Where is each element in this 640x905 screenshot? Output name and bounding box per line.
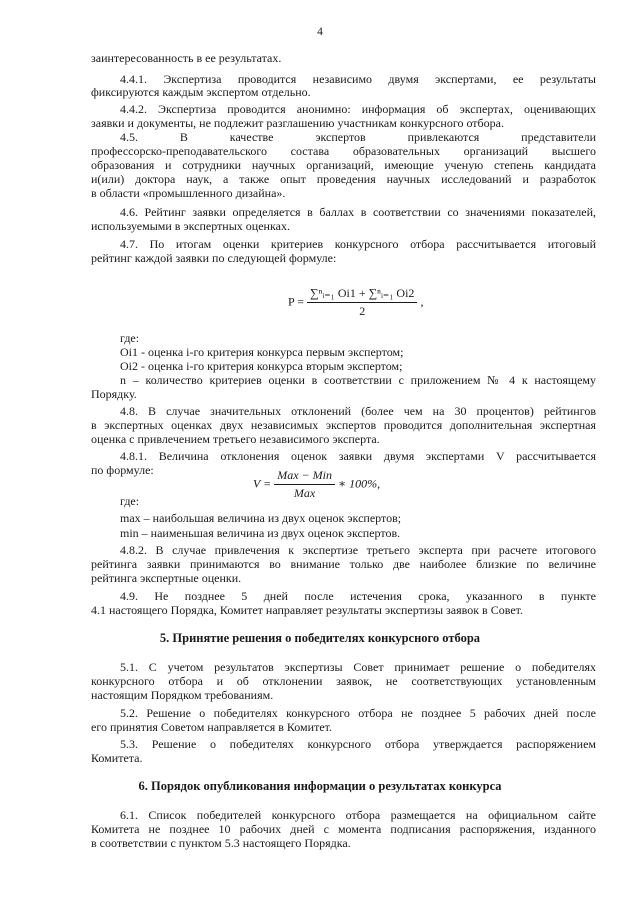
text-line: 4.7. По итогам оценки критериев конкурсного отбора рассчитывается итоговый [120, 237, 596, 251]
text-line: 4.4.2. Экспертиза проводится анонимно: информация об экспертах, оценивающих [120, 102, 596, 116]
text-line: его принятия Советом направляется в Комитет. [91, 720, 332, 734]
text-line: где: [120, 494, 140, 508]
text-line: 4.8.2. В случае привлечения к экспертизе третьего эксперта при расчете итогового [120, 543, 596, 557]
text-line: 6.1. Список победителей конкурсного отбора размещается на официальном сайте [120, 808, 596, 822]
text-line: в соответствии с пунктом 5.3 настоящего Порядка. [91, 836, 351, 850]
text-line: 5.2. Решение о победителях конкурсного отбора не позднее 5 рабочих дней после [120, 706, 596, 720]
text-line: в экспертных оценках двух независимых экспертов проводится дополнительная экспертная [91, 418, 596, 432]
formula-denominator: 2 [359, 304, 366, 318]
text-line: и(или) доктора наук, а также опыт проведения научных исследований и разработок [91, 172, 596, 186]
formula-sum-b: ∑ⁿᵢ₌₁ Oi2 [368, 286, 415, 300]
page-number: 4 [317, 26, 323, 38]
formula-tail: ∗ 100%, [337, 476, 381, 491]
text-line: max – наибольшая величина из двух оценок экспертов; [120, 511, 402, 525]
text-line: профессорско-преподавательского состава образовательных организаций высшего [91, 144, 596, 158]
text-line: рейтинга экспертные оценки. [91, 571, 242, 585]
text-line: образования и сотрудники научных организаций, имеющие ученую степень кандидата [91, 158, 596, 172]
formula-plus: + [358, 286, 366, 300]
text-line: 4.9. Не позднее 5 дней после истечения срока, указанного в пункте [120, 589, 596, 603]
text-line: заинтересованность в ее результатах. [91, 51, 282, 65]
formula-numerator [307, 286, 417, 303]
text-line: заявки и документы, не подлежит разглашению участникам конкурсного отбора. [91, 116, 504, 130]
formula-lhs: P = [288, 294, 304, 309]
text-line: 4.1 настоящего Порядка, Комитет направляет результаты экспертизы заявок в Совет. [91, 603, 523, 617]
section-heading-5: 5. Принятие решения о победителях конкурсного отбора [159, 631, 481, 645]
text-line: рейтинга заявки принимаются во внимание только две наиболее близкие по величине [91, 557, 596, 571]
text-line: 4.5. В качестве экспертов привлекаются представители [120, 130, 596, 144]
section-heading-6: 6. Порядок опубликования информации о результатах конкурса [138, 779, 502, 793]
text-line: 4.4.1. Экспертиза проводится независимо двумя экспертами, ее результаты [120, 72, 596, 86]
text-line: по формуле: [91, 463, 154, 477]
text-line: 4.8.1. Величина отклонения оценок заявки двумя экспертами V рассчитывается [120, 449, 596, 463]
text-line: оценка с привлечением третьего независимого эксперта. [91, 432, 380, 446]
text-line: 4.6. Рейтинг заявки определяется в баллах в соответствии со значениями показателей, [120, 205, 596, 219]
deviation-formula [253, 468, 380, 501]
text-line: Oi1 - оценка i-го критерия конкурса первым экспертом; [120, 345, 404, 359]
text-line: используемыми в экспертных оценках. [91, 219, 290, 233]
text-line: Комитета не позднее 10 рабочих дней с момента подписания распоряжения, изданного [91, 822, 596, 836]
formula-sum-a: ∑ⁿᵢ₌₁ Oi1 [310, 286, 356, 300]
formula-fraction [307, 286, 417, 319]
text-line: 5.1. С учетом результатов экспертизы Совет принимает решение о победителях [120, 660, 596, 674]
text-line: 4.8. В случае значительных отклонений (более чем на 30 процентов) рейтингов [120, 404, 596, 418]
text-line: настоящим Порядком требованиям. [91, 688, 274, 702]
text-line: конкурсного отбора и об отклонении заявок, не соответствующих установленным [91, 674, 596, 688]
text-line: где: [120, 331, 140, 345]
text-line: Комитета. [91, 751, 143, 765]
formula-denominator: Max [293, 486, 316, 500]
text-line: рейтинг каждой заявки по следующей формуле: [91, 251, 337, 265]
text-line: Oi2 - оценка i-го критерия конкурса вторым экспертом; [120, 359, 403, 373]
formula-lhs: V = [253, 476, 272, 491]
text-line: n – количество критериев оценки в соответствии с приложением № 4 к настоящему [120, 373, 596, 387]
text-line: фиксируются каждым экспертом отдельно. [91, 85, 311, 99]
text-line: 5.3. Решение о победителях конкурсного отбора утверждается распоряжением [120, 737, 596, 751]
formula-tail: , [420, 294, 424, 309]
rating-formula [288, 286, 423, 319]
formula-numerator: Max − Min [274, 468, 335, 485]
text-line: Порядку. [91, 387, 137, 401]
text-line: min – наименьшая величина из двух оценок экспертов. [120, 526, 401, 540]
formula-fraction [274, 468, 335, 501]
text-line: в области «промышленного дизайна». [91, 186, 286, 200]
